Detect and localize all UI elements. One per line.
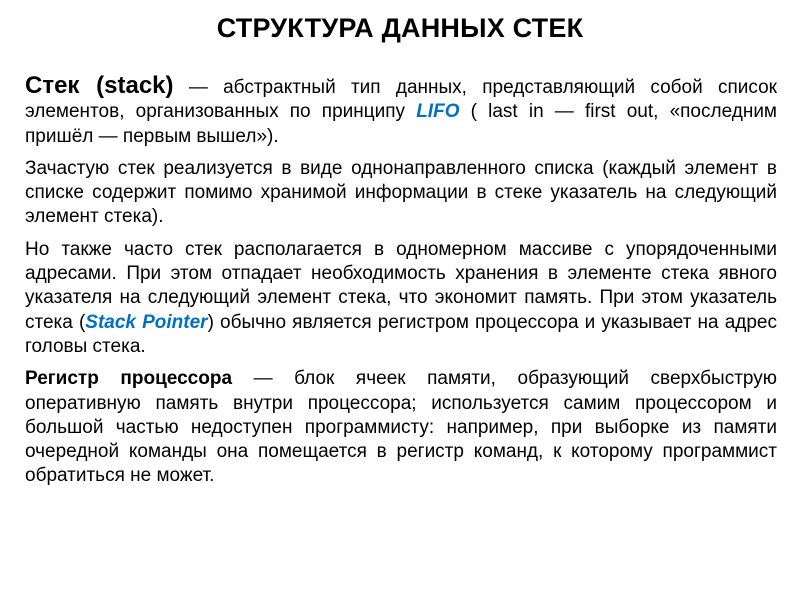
array-text-1: Но также часто стек располагается в одномерном массиве с упорядоченными адресами. При этом отпадает необходимость хранения в элементе стека явного указателя на следующий элемент стека, что экономит память. При этом указатель стека (: [25, 238, 777, 333]
term-stack: Стек (stack): [25, 72, 174, 99]
register-definition-text: — блок ячеек памяти, образующий сверхбыструю оперативную память внутри процессора; используется самим процессором и большой частью недоступен программисту: например, при выборке из памяти очередной команды она помещается в регистр команд, к которому программист обратиться не может.: [25, 368, 777, 487]
paragraph-linked-list: Зачастую стек реализуется в виде однонаправленного списка (каждый элемент в списке содержит помимо хранимой информации в стеке указатель на следующий элемент стека).: [25, 157, 777, 228]
stack-definition-text-1: — абстрактный тип данных, представляющий собой список элементов, организованных по принципу: [25, 77, 777, 123]
paragraph-stack-definition: [25, 74, 777, 149]
slide-title: СТРУКТУРА ДАННЫХ СТЕК: [216, 13, 584, 43]
lifo-highlight: LIFO: [416, 101, 460, 123]
stack-pointer-highlight: Stack Pointer: [85, 311, 208, 333]
term-register: Регистр процессора: [25, 368, 233, 390]
paragraph-register: [25, 367, 777, 488]
paragraph-array: [25, 238, 777, 359]
slide-body: [25, 74, 777, 497]
array-text-2: ) обычно является регистром процессора и указывает на адрес головы стека.: [25, 311, 777, 357]
stack-definition-text-2: ( last in — first out, «последним пришёл — первым вышел»).: [25, 101, 777, 147]
